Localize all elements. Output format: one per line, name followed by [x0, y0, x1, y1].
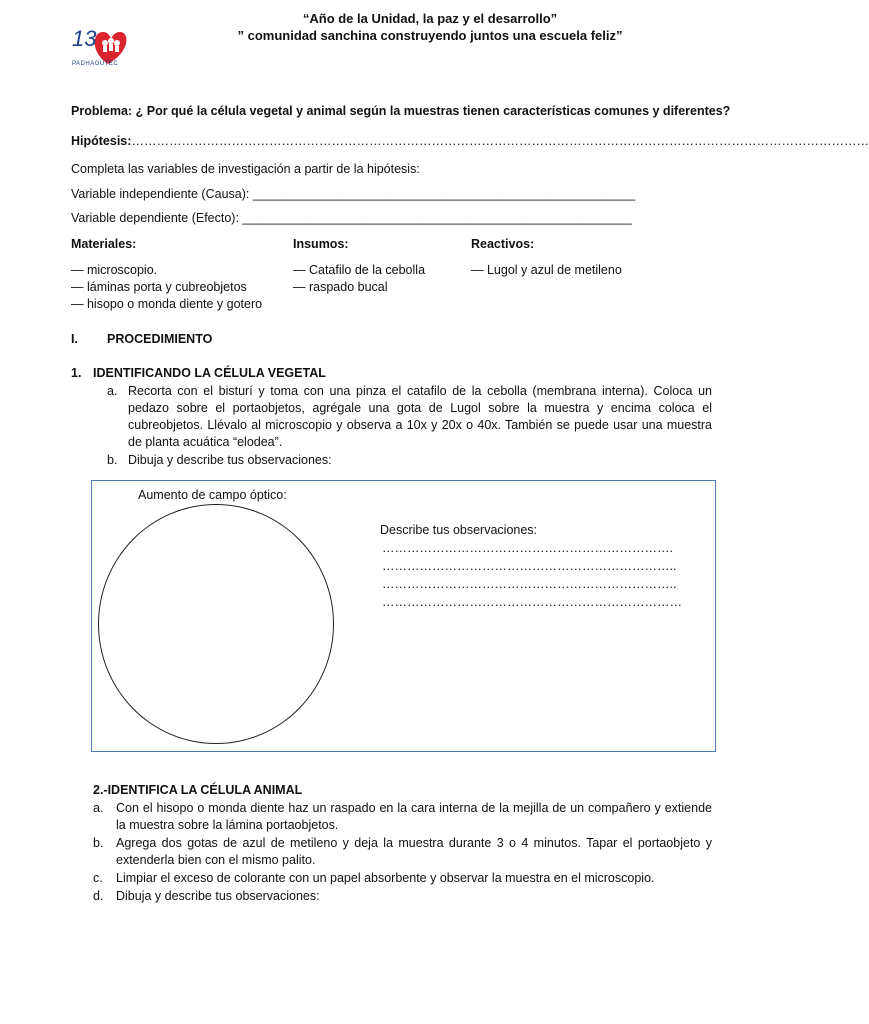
- observation-box: [91, 480, 716, 752]
- materiales-item: — hisopo o monda diente y gotero: [71, 297, 263, 311]
- materiales-item: — láminas porta y cubreobjetos: [71, 280, 247, 294]
- reactivos-title: Reactivos:: [471, 237, 535, 251]
- section2-item-text: Agrega dos gotas de azul de metileno y deja la muestra durante 3 o 4 minutos. Tapar el portaobjeto y extenderla bien con el mismo palito.: [116, 836, 712, 867]
- observation-dot-line[interactable]: …………………………………………………………….: [382, 541, 673, 555]
- microscope-field-circle[interactable]: [98, 504, 334, 744]
- observation-dot-line[interactable]: ………………………………………………………………: [382, 595, 682, 609]
- describe-label: Describe tus observaciones:: [380, 523, 538, 537]
- section1-title: IDENTIFICANDO LA CÉLULA VEGETAL: [93, 366, 326, 380]
- hipotesis-dots: ……………………………………………………………………………………………………………………………………………………………: [131, 134, 869, 148]
- logo-text: PADHAGUTEC: [72, 61, 119, 67]
- aumento-label: Aumento de campo óptico:: [138, 488, 287, 502]
- variable-independiente: Variable independiente (Causa): _______________________________________________________: [71, 187, 636, 201]
- procedimiento-title: PROCEDIMIENTO: [107, 332, 213, 346]
- hipotesis-label: Hipótesis:: [71, 134, 132, 148]
- section1-item-letter: a.: [107, 384, 118, 398]
- section2-item-text: Limpiar el exceso de colorante con un papel absorbente y observar la muestra en el microscopio.: [116, 871, 655, 885]
- section2-item-letter: c.: [93, 871, 103, 885]
- school-logo: [70, 14, 130, 72]
- observation-dot-line[interactable]: ……………………………………………………………..: [382, 559, 677, 573]
- insumos-item: — raspado bucal: [293, 280, 388, 294]
- insumos-item: — Catafilo de la cebolla: [293, 263, 426, 277]
- header-line-2: ” comunidad sanchina construyendo juntos una escuela feliz”: [237, 28, 623, 43]
- variable-dependiente: Variable dependiente (Efecto): ________________________________________________________: [71, 211, 632, 225]
- problema-text: ¿ Por qué la célula vegetal y animal según la muestras tienen características comunes y diferentes?: [135, 104, 731, 118]
- section2-item-letter: b.: [93, 836, 104, 850]
- reactivos-item: — Lugol y azul de metileno: [471, 263, 622, 277]
- section2-title: 2.-IDENTIFICA LA CÉLULA ANIMAL: [93, 783, 303, 797]
- section2-item-text: Con el hisopo o monda diente haz un raspado en la cara interna de la mejilla de un compañero y extiende la muestra sobre la lámina portaobjetos.: [116, 801, 712, 832]
- section1-number: 1.: [71, 366, 82, 380]
- materiales-title: Materiales:: [71, 237, 137, 251]
- problema-label: Problema:: [71, 104, 133, 118]
- insumos-title: Insumos:: [293, 237, 349, 251]
- logo-number: 13: [72, 26, 97, 51]
- section1-item-text: Dibuja y describe tus observaciones:: [128, 453, 332, 467]
- section2-item-letter: a.: [93, 801, 104, 815]
- section2-item-text: Dibuja y describe tus observaciones:: [116, 889, 320, 903]
- section1-item-text: Recorta con el bisturí y toma con una pinza el catafilo de la cebolla (membrana interna). Coloca un pedazo sobre el portaobjetos, agrégale una gota de Lugol sobre la muestra y encima coloca el cubreobjetos. Llévalo al microscopio y observa a 10x y 20x o 40x. También se puede usar una muestra de planta acuática “elodea”.: [128, 384, 712, 449]
- variables-intro: Completa las variables de investigación a partir de la hipótesis:: [71, 162, 420, 176]
- hipotesis: [71, 133, 869, 150]
- header-line-1: “Año de la Unidad, la paz y el desarrollo”: [302, 11, 558, 26]
- problema: [71, 103, 730, 120]
- procedimiento-numeral: I.: [71, 332, 78, 346]
- section1-item-letter: b.: [107, 453, 118, 467]
- observation-dot-line[interactable]: ……………………………………………………………..: [382, 577, 677, 591]
- section2-item-letter: d.: [93, 889, 104, 903]
- materiales-item: — microscopio.: [71, 263, 158, 277]
